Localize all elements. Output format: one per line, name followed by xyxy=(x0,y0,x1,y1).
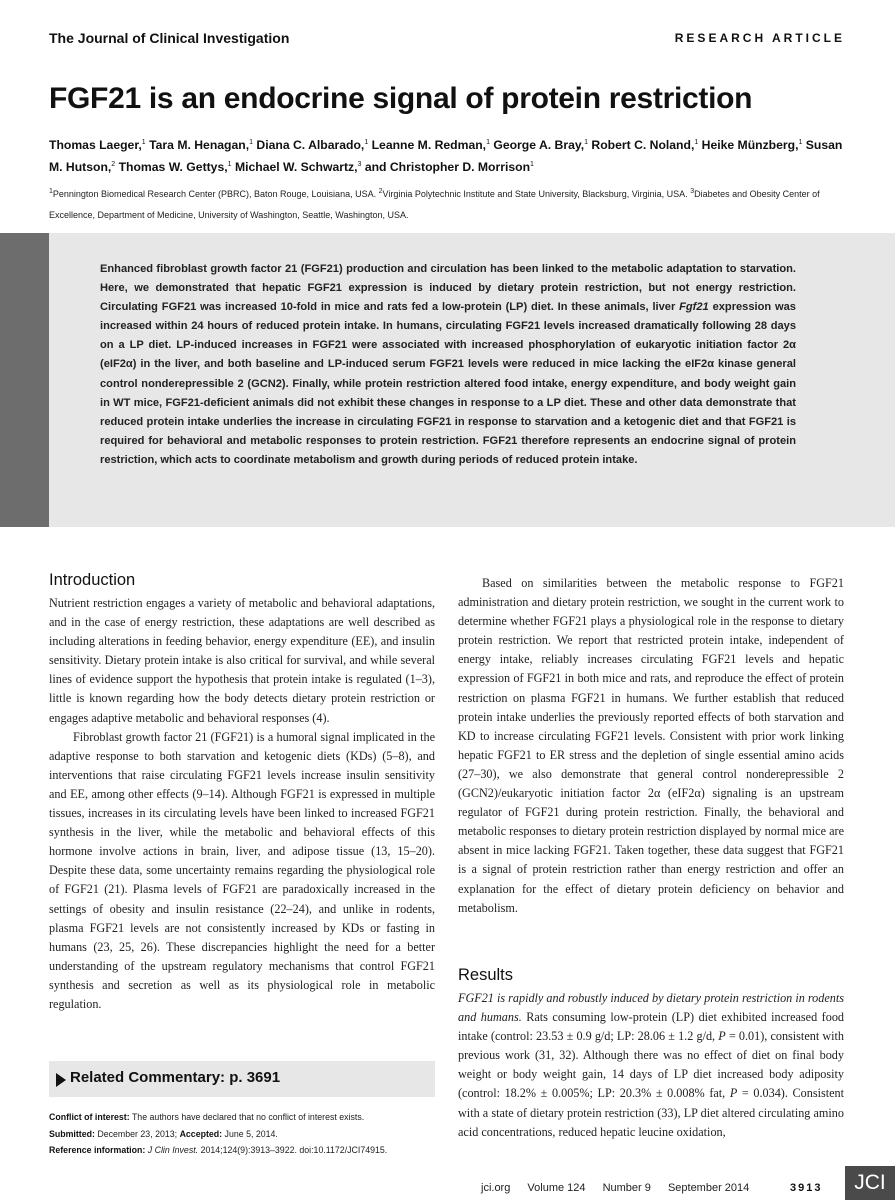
results-paragraph: FGF21 is rapidly and robustly induced by dietary protein restriction in rodents and humans. Rats consuming low-protein (LP) diet exhibited increased food intake (control: 23.53 ± 0.9 g/d; LP: 28.06 ± 1.2 g/d, P = 0.01), consistent with previous work (31, 32). Although there was no effect of diet on final body weight or body weight gain, 14 days of LP diet increased body adiposity (control: 18.2% ± 0.005%; LP: 20.3% ± 0.008% fat, P = 0.034). Consistent with a state of dietary protein restriction (33), LP diet altered circulating amino acid concentrations, reduced hepatic leucine oxidation, xyxy=(458,991,845,1139)
author-affiliation-mark: 1 xyxy=(364,139,369,146)
author-affiliation-mark: 1 xyxy=(694,139,699,146)
author-name: Tara M. Henagan, xyxy=(149,138,250,153)
affiliation-text: Virginia Polytechnic Institute and State University, Blacksburg, Virginia, USA. xyxy=(382,189,688,199)
author-affiliation-mark: 1 xyxy=(530,161,534,169)
affiliation-mark: 1 xyxy=(49,188,53,195)
author-affiliation-mark: 1 xyxy=(798,139,803,146)
author-name: Diana C. Albarado, xyxy=(256,138,365,153)
affiliation-text: Diabetes and Obesity Center of Excellence, Department of Medicine, University of Washington, Seattle, Washington, USA. xyxy=(49,189,820,220)
author-name: and Christopher D. Morrison xyxy=(364,160,531,175)
related-commentary-link[interactable] xyxy=(49,1061,435,1097)
results-heading: Results xyxy=(458,966,514,984)
affiliation-text: Pennington Biomedical Research Center (PBRC), Baton Rouge, Louisiana, USA. xyxy=(52,189,377,199)
author-affiliation-mark: 1 xyxy=(249,139,254,146)
footer-info xyxy=(481,1182,763,1194)
page-number: 3913 xyxy=(790,1182,823,1194)
author-name: Heike Münzberg, xyxy=(701,138,799,153)
author-affiliation-mark: 1 xyxy=(486,139,490,146)
author-affiliation-mark: 2 xyxy=(111,161,116,169)
conflict-of-interest: Conflict of interest: The authors have declared that no conflict of interest exists. xyxy=(49,1112,365,1122)
author-name: Susan M. Hutson, xyxy=(49,138,843,175)
author-name: Thomas W. Gettys, xyxy=(118,160,228,175)
footer-date: September 2014 xyxy=(667,1182,750,1194)
abstract-box xyxy=(0,233,895,527)
intro-paragraph-2: Fibroblast growth factor 21 (FGF21) is a humoral signal implicated in the adaptive response to both starvation and ketogenic diets (KDs) (5–8), and interventions that raise circulating FGF21 levels increase insulin sensitivity and EE, among other effects (9–14). Although FGF21 is expressed in multiple tissues, increases in its circulating levels have been linked to increased FGF21 synthesis in the liver, while the metabolic and behavioral effects of this hormone involve actions in brain, liver, and adipose tissue (13, 15–20). Despite these data, some uncertainty remains regarding the physiological role of FGF21 (21). Plasma levels of FGF21 are paradoxically increased in the settings of obesity and insulin resistance (22–24), and unlike in rodents, plasma FGF21 levels are not consistently increased by KDs or fasting in humans (23, 25, 26). These discrepancies highlight the need for a better understanding of the upstream regulatory mechanisms that control FGF21 synthesis and secretion as well as its physiological role in metabolic regulation. xyxy=(49,729,435,1011)
footer-site: jci.org xyxy=(481,1182,511,1194)
author-affiliation-mark: 1 xyxy=(227,161,232,169)
article-title: FGF21 is an endocrine signal of protein restriction xyxy=(49,82,753,115)
abstract-accent-bar xyxy=(0,233,49,527)
journal-name: The Journal of Clinical Investigation xyxy=(49,30,290,46)
left-column xyxy=(49,594,435,1014)
author-name: Michael W. Schwartz, xyxy=(234,160,358,175)
introduction-heading: Introduction xyxy=(49,571,136,589)
affiliation-mark: 3 xyxy=(690,188,695,195)
author-affiliation-mark: 1 xyxy=(141,139,146,146)
author-name: Leanne M. Redman, xyxy=(371,138,487,153)
triangle-right-icon xyxy=(56,1073,66,1087)
author-affiliation-mark: 1 xyxy=(584,139,589,146)
affiliations xyxy=(49,181,849,226)
author-name: George A. Bray, xyxy=(493,138,585,153)
related-commentary-label: Related Commentary: p. 3691 xyxy=(70,1069,281,1086)
author-name: Robert C. Noland, xyxy=(591,138,695,153)
footer-volume: Volume 124 xyxy=(527,1182,586,1194)
author-affiliation-mark: 3 xyxy=(357,161,362,169)
author-list xyxy=(49,133,849,177)
intro-paragraph-3: Based on similarities between the metabolic response to FGF21 administration and dietary protein restriction, we sought in the current work to determine whether FGF21 plays a physiological role in the response to dietary protein restriction. We report that restricted protein intake, independent of energy intake, reliably increases circulating FGF21 levels and hepatic expression of FGF21 in both mice and rats, and reproduce the effect of protein restriction on plasma FGF21 in humans. We further establish that reduced protein intake underlies the previously reported effects of both starvation and KD to increase circulating FGF21 levels. Consistent with prior work linking hepatic FGF21 to ER stress and the depletion of single essential amino acids (27–30), we also demonstrate that general control nonderepressible 2 (GCN2)/eukaryotic initiation factor 2α (eIF2α) signaling is an upstream regulator of FGF21 during protein restriction. Finally, the behavioral and metabolic responses to dietary protein restriction displayed by normal mice are absent in mice lacking FGF21. Taken together, these data suggest that FGF21 is a signal of protein restriction rather than energy restriction and offer an explanation for the effect of dietary protein deficiency on behavior and metabolism. xyxy=(458,576,844,915)
section-label: RESEARCH ARTICLE xyxy=(674,31,845,45)
article-notes xyxy=(49,1109,449,1159)
jci-logo: JCI xyxy=(845,1166,895,1200)
footer-number: Number 9 xyxy=(602,1182,651,1194)
reference-information: Reference information: J Clin Invest. 2014;124(9):3913–3922. doi:10.1172/JCI74915. xyxy=(49,1145,388,1155)
intro-paragraph-1: Nutrient restriction engages a variety of metabolic and behavioral adaptations, and in the case of energy restriction, these adaptations are well described as including alterations in feeding behavior, energy expenditure (EE), and insulin sensitivity. Dietary protein intake is also critical for survival, and while several lines of evidence support the hypothesis that protein intake is regulated (1–3), little is known regarding how the body detects dietary protein restriction or engages adaptive metabolic and behavioral responses (4). xyxy=(49,596,435,725)
author-name: Thomas Laeger, xyxy=(49,138,142,153)
results-lead: FGF21 is rapidly and robustly induced by dietary protein restriction in rodents and humans. xyxy=(458,991,844,1025)
abstract-text: Enhanced fibroblast growth factor 21 (FGF21) production and circulation has been linked to the metabolic adaptation to starvation. Here, we demonstrated that hepatic FGF21 expression is induced by dietary protein restriction, but not energy restriction. Circulating FGF21 was increased 10-fold in mice and rats fed a low-protein (LP) diet. In these animals, liver Fgf21 expression was increased within 24 hours of reduced protein intake. In humans, circulating FGF21 levels increased dramatically following 28 days on a LP diet. LP-induced increases in FGF21 were associated with increased phosphorylation of eukaryotic initiation factor 2α (eIF2α) in the liver, and both baseline and LP-induced serum FGF21 levels were reduced in mice lacking the eIF2α kinase general control nonderepressible 2 (GCN2). Finally, while protein restriction altered food intake, energy expenditure, and body weight gain in WT mice, FGF21-deficient animals did not exhibit these changes in response to a LP diet. These and other data demonstrate that reduced protein intake underlies the increase in circulating FGF21 in response to starvation and a ketogenic diet and that FGF21 is required for behavioral and metabolic responses to protein restriction. FGF21 therefore represents an endocrine signal of protein restriction, which acts to coordinate metabolism and growth during periods of reduced protein intake. xyxy=(100,263,796,466)
affiliation-mark: 2 xyxy=(378,188,383,195)
right-column xyxy=(458,574,844,918)
submission-dates: Submitted: December 23, 2013; Accepted: June 5, 2014. xyxy=(49,1128,278,1139)
